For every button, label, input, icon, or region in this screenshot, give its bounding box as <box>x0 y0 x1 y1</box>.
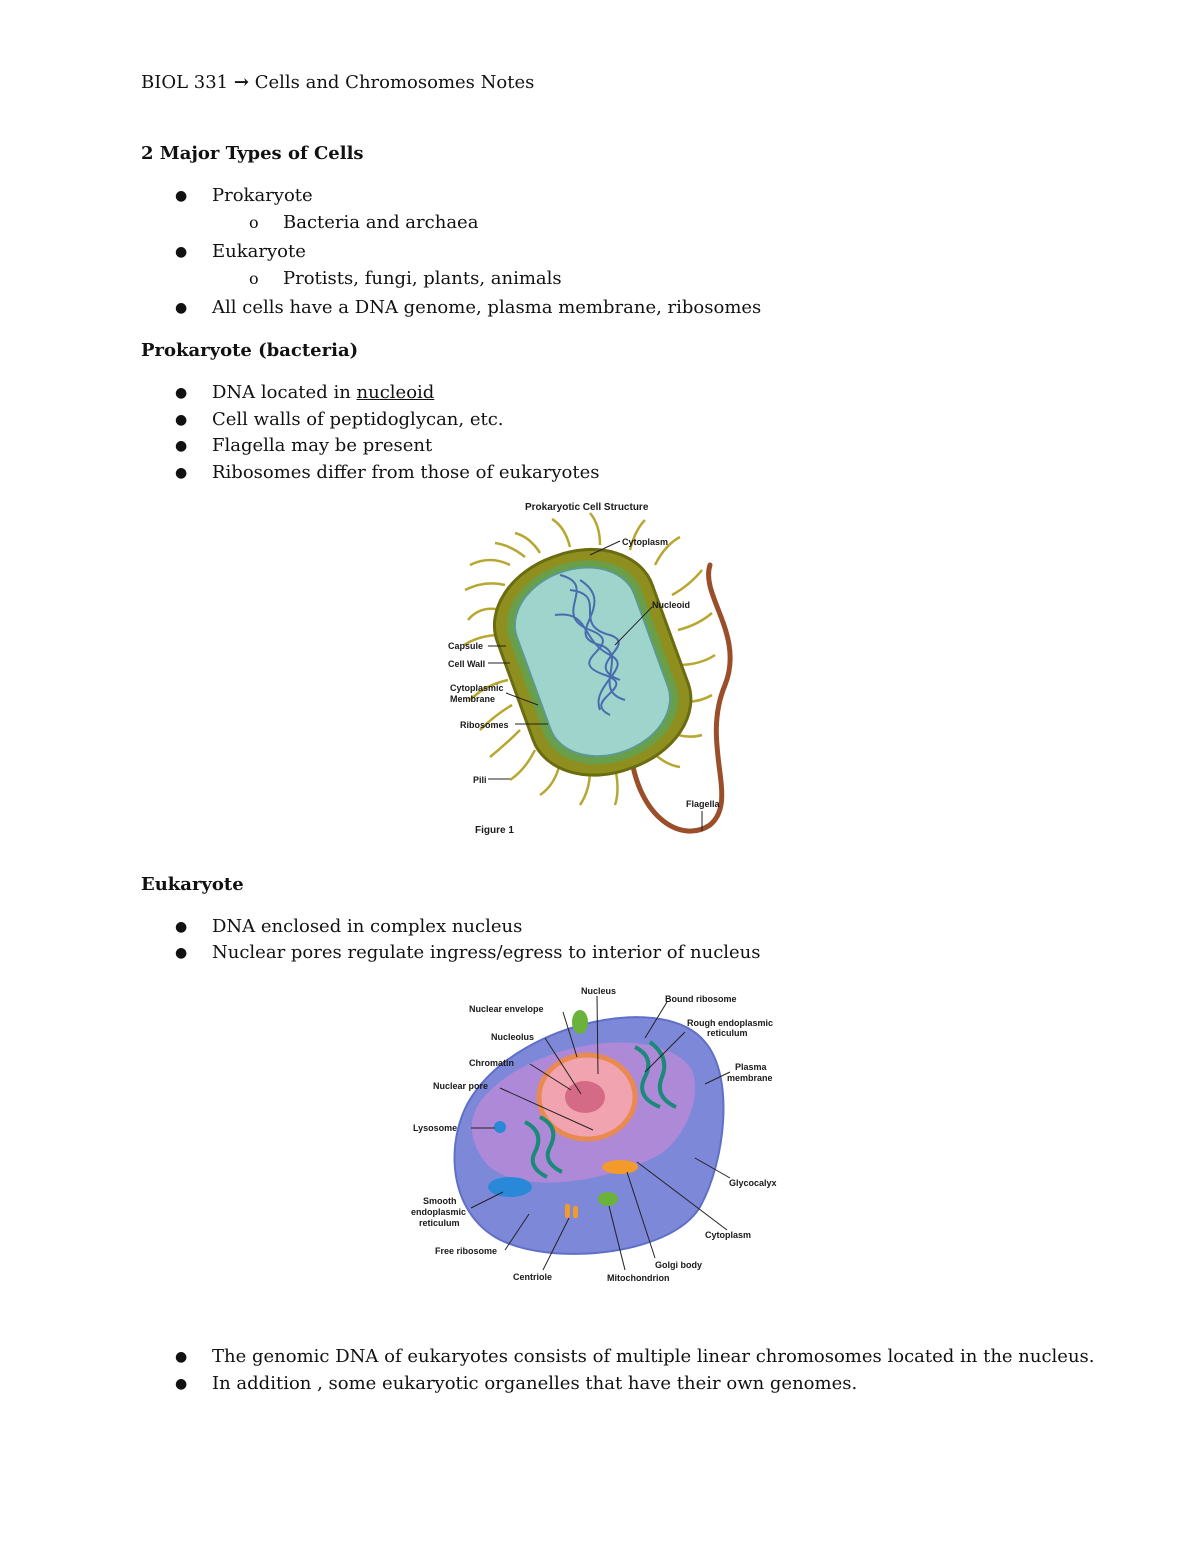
doc-header <box>141 72 534 94</box>
list-item-all-cells: All cells have a DNA genome, plasma membrane, ribosomes <box>212 297 762 318</box>
label-endoplasmic: endoplasmic <box>411 1207 467 1217</box>
bullet: ● <box>175 465 188 481</box>
label-centriole: Centriole <box>513 1272 553 1282</box>
sub-item-protists: Protists, fungi, plants, animals <box>283 268 562 289</box>
nucleolus-shape <box>565 1081 605 1113</box>
list-item-dna-nucleoid <box>212 382 434 404</box>
bullet: ● <box>175 1349 188 1365</box>
smooth-er-shape <box>488 1177 532 1197</box>
list-item-cell-walls: Cell walls of peptidoglycan, etc. <box>212 409 504 430</box>
label-glycocalyx: Glycocalyx <box>729 1178 777 1188</box>
label-free-ribosome: Free ribosome <box>435 1246 498 1256</box>
label-ribosomes: Ribosomes <box>460 720 509 730</box>
bullet: ● <box>175 188 188 204</box>
bullet: ● <box>175 412 188 428</box>
label-cytoplasm: Cytoplasm <box>622 537 669 547</box>
prokaryotic-cell-figure <box>440 495 770 850</box>
list-item-prokaryote: Prokaryote <box>212 185 313 206</box>
nucleoid-term: nucleoid <box>356 382 435 403</box>
item-text: DNA located in <box>212 382 357 403</box>
bullet: ● <box>175 438 188 454</box>
header-title: Cells and Chromosomes Notes <box>254 72 535 93</box>
label-membrane: membrane <box>727 1073 773 1083</box>
list-item-genomic-dna: The genomic DNA of eukaryotes consists of multiple linear chromosomes located in the nucleus. <box>212 1346 1095 1367</box>
golgi-shape <box>602 1160 638 1174</box>
list-item-dna-nucleus: DNA enclosed in complex nucleus <box>212 916 523 937</box>
figure-caption: Figure 1 <box>475 825 514 836</box>
label-reticulum: reticulum <box>419 1218 460 1228</box>
list-item-nuclear-pores: Nuclear pores regulate ingress/egress to interior of nucleus <box>212 942 761 963</box>
label-mitochondrion: Mitochondrion <box>607 1273 670 1283</box>
label-cytoplasm: Cytoplasm <box>705 1230 752 1240</box>
label-cytoplasmic: Cytoplasmic <box>450 683 504 693</box>
label-capsule: Capsule <box>448 641 484 651</box>
section-heading-prokaryote: Prokaryote (bacteria) <box>141 340 359 361</box>
list-item-eukaryote: Eukaryote <box>212 241 306 262</box>
label-smooth: Smooth <box>423 1196 457 1206</box>
bullet: ● <box>175 385 188 401</box>
section-heading-types: 2 Major Types of Cells <box>141 143 364 164</box>
label-rough-er: Rough endoplasmic <box>687 1018 774 1028</box>
label-nuclear-envelope: Nuclear envelope <box>469 1004 544 1014</box>
label-plasma: Plasma <box>735 1062 767 1072</box>
label-bound-ribosome: Bound ribosome <box>665 994 737 1004</box>
list-item-ribosomes: Ribosomes differ from those of eukaryotes <box>212 462 600 483</box>
label-golgi: Golgi body <box>655 1260 702 1270</box>
figure-title: Prokaryotic Cell Structure <box>525 502 649 513</box>
bullet: ● <box>175 244 188 260</box>
label-flagella: Flagella <box>686 799 720 809</box>
lysosome-shape <box>494 1121 506 1133</box>
label-lysosome: Lysosome <box>413 1123 458 1133</box>
course-code: BIOL 331 <box>141 72 229 93</box>
label-pili: Pili <box>473 775 487 785</box>
bullet: ● <box>175 300 188 316</box>
sub-bullet: o <box>249 269 259 288</box>
section-heading-eukaryote: Eukaryote <box>141 874 244 895</box>
label-nucleoid: Nucleoid <box>652 600 691 610</box>
bullet: ● <box>175 919 188 935</box>
label-nucleolus: Nucleolus <box>491 1032 535 1042</box>
bullet: ● <box>175 1376 188 1392</box>
list-item-organelle-genomes: In addition , some eukaryotic organelles that have their own genomes. <box>212 1373 858 1394</box>
label-cell-wall: Cell Wall <box>448 659 486 669</box>
label-chromatin: Chromatin <box>469 1058 514 1068</box>
label-nuclear-pore: Nuclear pore <box>433 1081 489 1091</box>
label-membrane: Membrane <box>450 694 496 704</box>
bullet: ● <box>175 945 188 961</box>
arrow-icon: → <box>233 72 249 93</box>
label-nucleus: Nucleus <box>581 986 617 996</box>
sub-bullet: o <box>249 213 259 232</box>
eukaryotic-cell-figure <box>405 982 800 1287</box>
list-item-flagella: Flagella may be present <box>212 435 433 456</box>
sub-item-bacteria: Bacteria and archaea <box>283 212 479 233</box>
label-rough-er-reticulum: reticulum <box>707 1028 748 1038</box>
